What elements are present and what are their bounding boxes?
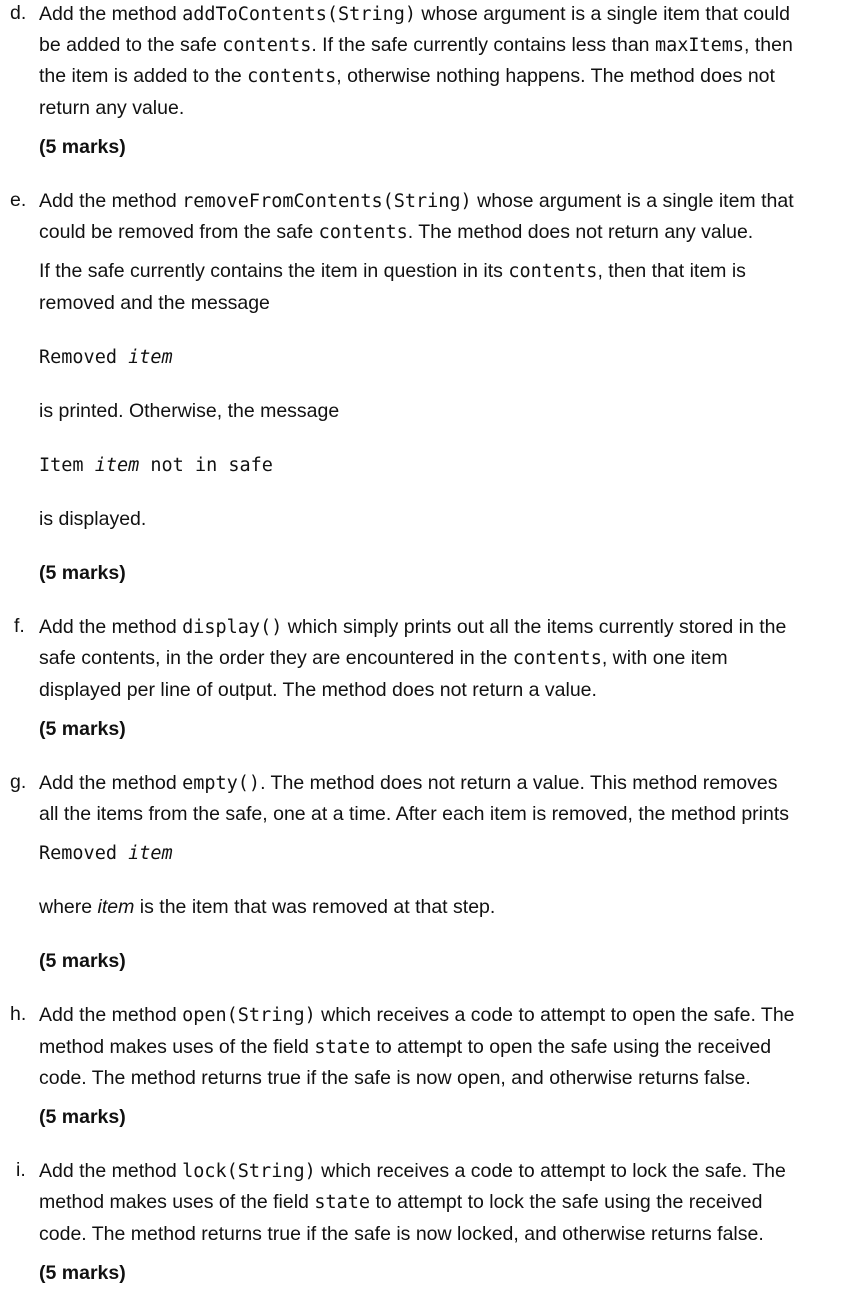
text-segment: which receives a code to attempt to lock the safe. The <box>315 1160 786 1182</box>
text-segment: all the items from the safe, one at a time. After each item is removed, the method prints <box>39 803 790 825</box>
text-segment: is displayed. <box>39 508 147 530</box>
italic-segment: item <box>97 896 135 918</box>
code-italic-segment: item <box>128 347 173 368</box>
text-segment: code. The method returns true if the safe is now open, and otherwise returns false. <box>39 1067 751 1089</box>
text-segment: Add the method <box>39 3 183 25</box>
code-segment: lock(String) <box>182 1161 316 1182</box>
text-segment: , otherwise nothing happens. The method does not <box>336 65 775 87</box>
question-line <box>39 895 495 919</box>
question-line <box>39 291 270 315</box>
question-line <box>39 646 728 671</box>
question-line <box>39 96 184 120</box>
text-segment: whose argument is a single item that could <box>416 3 790 25</box>
text-segment: safe contents, in the order they are encountered in the <box>39 647 513 669</box>
question-line <box>39 802 789 826</box>
code-segment: display() <box>182 617 283 638</box>
code-segment: removeFromContents(String) <box>182 191 472 212</box>
question-line <box>39 2 790 27</box>
code-segment: contents <box>318 222 408 243</box>
text-segment: return any value. <box>39 97 185 119</box>
text-segment: , with one item <box>601 647 728 669</box>
question-letter: g. <box>10 771 27 793</box>
text-segment: which receives a code to attempt to open the safe. The <box>315 1004 795 1026</box>
text-segment: where <box>39 896 98 918</box>
question-letter: f. <box>14 615 25 637</box>
text-segment: is the item that was removed at that step. <box>134 896 496 918</box>
code-italic-segment: item <box>128 843 173 864</box>
code-segment: addToContents(String) <box>182 4 417 25</box>
text-segment: method makes uses of the field <box>39 1036 315 1058</box>
question-line <box>39 189 794 214</box>
text-segment: If the safe currently contains the item in question in its <box>39 260 509 282</box>
question-line <box>39 1190 762 1215</box>
question-line <box>39 220 753 245</box>
code-segment: not in safe <box>139 455 273 476</box>
question-line <box>39 399 339 423</box>
code-segment: Removed <box>39 347 129 368</box>
question-line <box>39 507 146 531</box>
text-segment: whose argument is a single item that <box>471 190 794 212</box>
code-segment: contents <box>512 648 602 669</box>
text-segment: method makes uses of the field <box>39 1191 315 1213</box>
code-line <box>39 453 273 478</box>
text-segment: to attempt to open the safe using the received <box>370 1036 772 1058</box>
code-segment: contents <box>222 35 312 56</box>
text-segment: Add the method <box>39 190 183 212</box>
question-line <box>39 678 597 702</box>
marks-label: (5 marks) <box>39 562 126 584</box>
question-line <box>39 33 793 58</box>
text-segment: which simply prints out all the items currently stored in the <box>282 616 787 638</box>
question-line <box>39 1003 795 1028</box>
code-line <box>39 841 173 866</box>
marks-label: (5 marks) <box>39 950 126 972</box>
question-letter: d. <box>10 2 27 24</box>
text-segment: could be removed from the safe <box>39 221 319 243</box>
text-segment: is printed. Otherwise, the message <box>39 400 340 422</box>
code-italic-segment: item <box>94 455 140 476</box>
code-segment: state <box>314 1192 371 1213</box>
marks-label: (5 marks) <box>39 1262 126 1284</box>
text-segment: the item is added to the <box>39 65 248 87</box>
text-segment: . The method does not return a value. This method removes <box>260 772 778 794</box>
code-segment: state <box>314 1037 371 1058</box>
question-line <box>39 1222 764 1246</box>
text-segment: , then <box>744 34 793 56</box>
text-segment: displayed per line of output. The method does not return a value. <box>39 679 597 701</box>
code-line <box>39 345 173 370</box>
text-segment: , then that item is <box>597 260 746 282</box>
text-segment: be added to the safe <box>39 34 223 56</box>
code-segment: empty() <box>182 773 261 794</box>
marks-label: (5 marks) <box>39 718 126 740</box>
text-segment: . If the safe currently contains less than <box>311 34 655 56</box>
question-line <box>39 1035 771 1060</box>
question-line <box>39 259 746 284</box>
code-segment: contents <box>508 261 598 282</box>
text-segment: removed and the message <box>39 292 270 314</box>
text-segment: Add the method <box>39 1160 183 1182</box>
question-letter: h. <box>10 1003 27 1025</box>
text-segment: Add the method <box>39 1004 183 1026</box>
marks-label: (5 marks) <box>39 1106 126 1128</box>
question-line <box>39 1159 786 1184</box>
question-letter: i. <box>16 1159 26 1181</box>
question-letter: e. <box>10 189 27 211</box>
code-segment: contents <box>247 66 337 87</box>
question-line <box>39 615 786 640</box>
code-segment: maxItems <box>654 35 745 56</box>
text-segment: code. The method returns true if the safe is now locked, and otherwise returns false. <box>39 1223 764 1245</box>
question-line <box>39 64 775 89</box>
question-line <box>39 1066 751 1090</box>
text-segment: to attempt to lock the safe using the received <box>370 1191 763 1213</box>
code-segment: Removed <box>39 843 129 864</box>
marks-label: (5 marks) <box>39 136 126 158</box>
code-segment: open(String) <box>182 1005 316 1026</box>
text-segment: . The method does not return any value. <box>407 221 754 243</box>
text-segment: Add the method <box>39 772 183 794</box>
question-line <box>39 771 777 796</box>
text-segment: Add the method <box>39 616 183 638</box>
code-segment: Item <box>39 455 95 476</box>
